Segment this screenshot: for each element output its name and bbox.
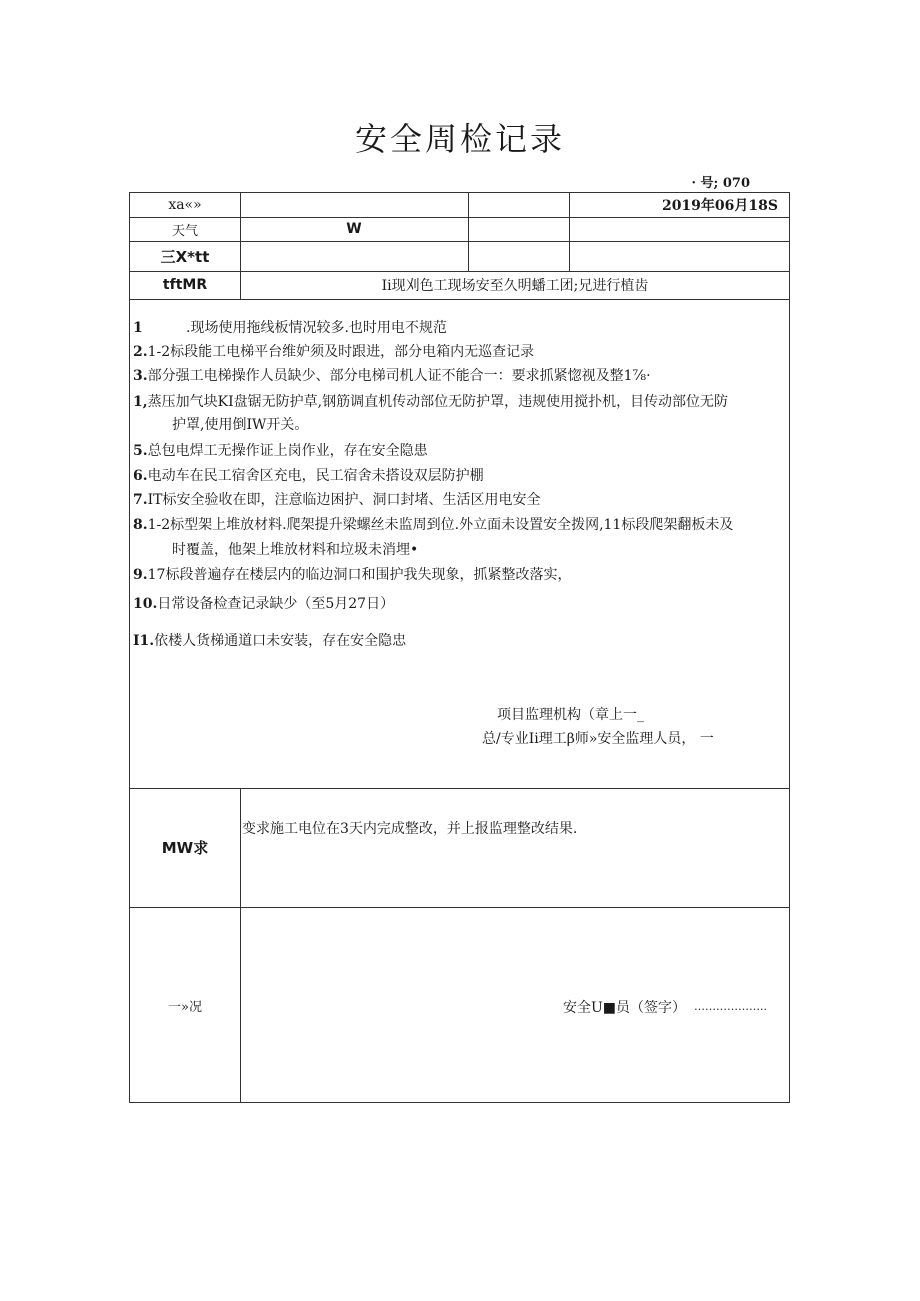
weather-label: 天气 [171, 223, 198, 239]
inspection-content-value: Ii现刈色工现场安至久明蟠工团;兄进行植齿 [381, 278, 649, 294]
finding-item: 8.1-2标型架上堆放材料.爬架提升梁螺丝未监周到位.外立面未设置安全拨网,11标段爬架翻板未及 [133, 517, 734, 533]
finding-item: 9.17标段普遍存在楼层内的临边洞口和围护我失现象，抓紧整改落实， [133, 567, 572, 583]
signature-line: ……………….. [694, 1000, 767, 1013]
supervising-engineer-signature: 总/专业Ii理工β师»安全监理人员， 一 [482, 731, 714, 747]
inspection-content-label: tftMR [162, 277, 208, 293]
column-divider [569, 193, 570, 271]
project-name-label: xa«» [168, 197, 202, 213]
finding-item-continuation: 时覆盖，他架上堆放材料和垃圾未消埋• [172, 542, 419, 558]
finding-item: 5.总包电焊工无操作证上岗作业，存在安全隐患 [133, 443, 428, 459]
finding-item: I1.依楼人货梯通道口未安装，存在安全隐忠 [133, 633, 407, 649]
finding-item: 1 .现场使用拖线板情况较多.也时用电不规范 [133, 320, 447, 336]
rectification-requirement-label: MW求 [161, 839, 209, 857]
supervision-agency-stamp: 项目监理机构（章上一_ [497, 707, 644, 723]
finding-item: 2.1-2标段能工电梯平台维妒须及时跟进，部分电箱内无巡查记录 [133, 344, 535, 360]
participants-label: 三X*tt [160, 247, 210, 266]
rectification-status-label: 一»况 [168, 999, 202, 1015]
safety-officer-signature-label: 安全U■员（签字） [563, 1000, 687, 1016]
weather-value: W [346, 221, 362, 237]
finding-item-continuation: 护罩,使用倒IW开关。 [172, 417, 309, 433]
rectification-requirement-text: 变求施工电位在3天内完成整改，并上报监理整改结果. [242, 821, 578, 837]
finding-item: 3.部分强工电梯操作人员缺少、部分电梯司机人证不能合一：要求抓紧惚视及整1⅞· [133, 368, 651, 384]
finding-item: 10.日常设备检查记录缺少（至5月27日） [133, 596, 395, 612]
row-divider [130, 299, 789, 300]
column-divider [468, 193, 469, 271]
inspection-form [129, 192, 790, 1103]
finding-item: 6.电动车在民工宿舍区充电，民工宿舍未搭设双层防护棚 [133, 468, 484, 484]
finding-item: 7.IT标安全验收在即，注意临边困护、洞口封堵、生活区用电安全 [133, 492, 541, 508]
document-title: 安全周检记录 [354, 120, 565, 158]
column-divider [240, 788, 241, 1103]
finding-item: 1,蒸压加气块KI盘锯无防护草,钢筋调直机传动部位无防护罩，违规使用搅扑机，目传动部位无防 [133, 394, 729, 410]
inspection-date: 2019年06月18S [661, 198, 778, 214]
document-number: · 号; 070 [691, 176, 750, 191]
